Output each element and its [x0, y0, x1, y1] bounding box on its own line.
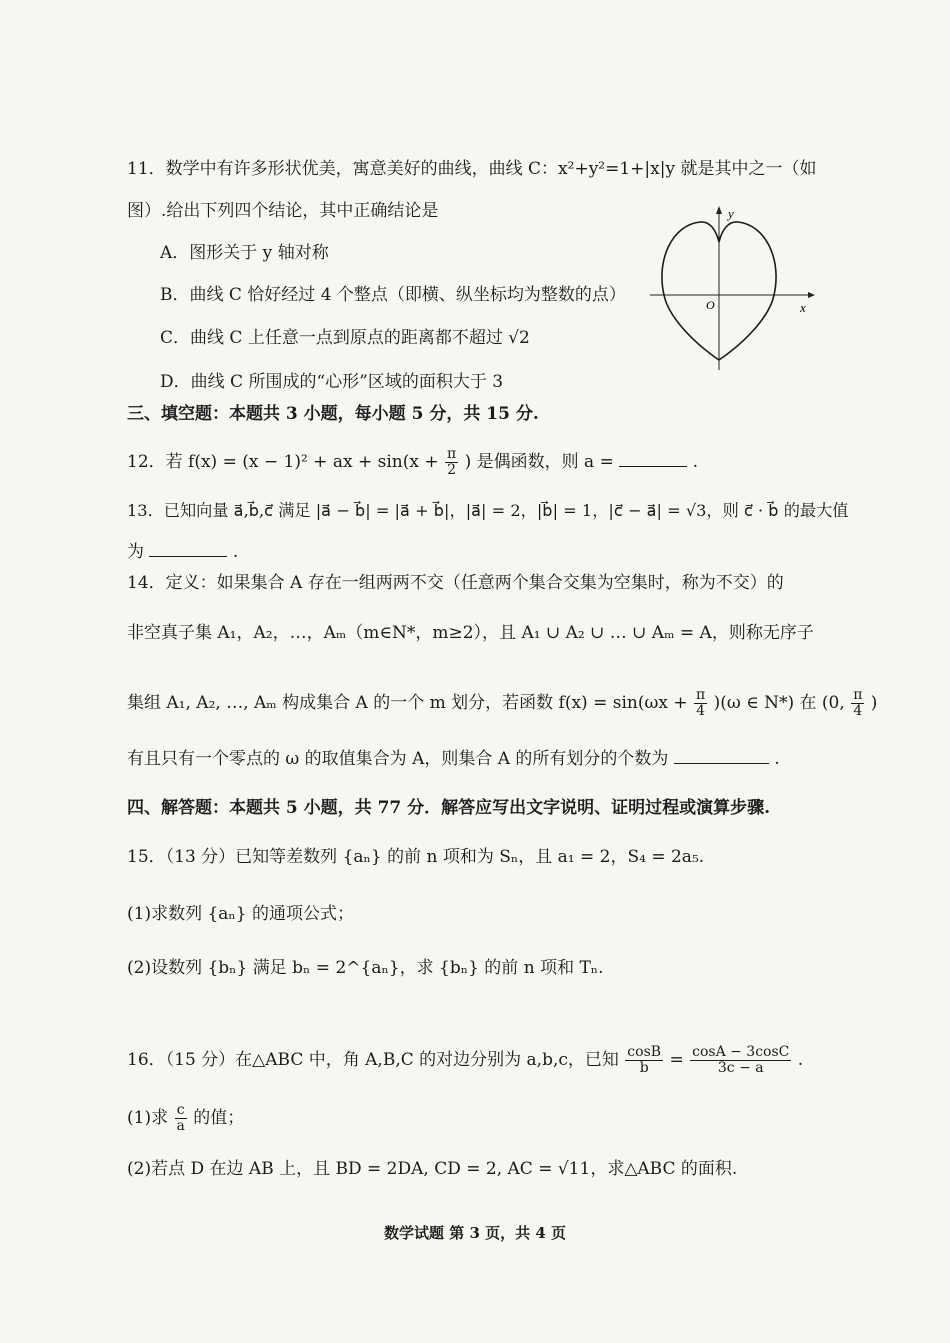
q12-frac-den: 2 [447, 462, 457, 478]
q11-option-a: A．图形关于 y 轴对称 [160, 243, 329, 263]
q12-pre: 12．若 f(x) = (x − 1)² + ax + sin(x + [127, 452, 439, 472]
q13-line2 [127, 541, 238, 563]
q16-f2-num: cosA − 3cosC [692, 1044, 790, 1060]
y-axis-arrow [716, 206, 722, 214]
q13-line1: 13．已知向量 a⃗,b⃗,c⃗ 满足 |a⃗ − b⃗| = |a⃗ + b⃗|，|a⃗| = 2，|b⃗| = 1，|c⃗ − a⃗| = √3，则 c⃗ · b⃗ 的最大值 [127, 501, 849, 520]
q16-part-1 [127, 1103, 244, 1134]
q16-p1-den: a [176, 1118, 185, 1134]
q14-line4 [127, 748, 780, 770]
x-axis-arrow [808, 292, 815, 298]
q14-fraction-2 [851, 688, 864, 719]
q14-answer-blank[interactable] [674, 748, 769, 764]
q15-stem: 15．（13 分）已知等差数列 {aₙ} 的前 n 项和为 Sₙ，且 a₁ = 2，S₄ = 2a₅. [127, 847, 705, 867]
q14-line3-end: ) [870, 693, 878, 713]
origin-label: O [706, 298, 715, 312]
q12-fraction [445, 447, 458, 478]
q13-line2-pre: 为 [127, 542, 144, 562]
q16-f2-den: 3c − a [717, 1060, 764, 1076]
q16-fraction-right [690, 1045, 791, 1076]
q16-f1-num: cosB [627, 1044, 662, 1060]
q14-frac1-den: 4 [696, 703, 706, 719]
q11-option-c: C．曲线 C 上任意一点到原点的距离都不超过 √2 [160, 328, 530, 348]
q16-f1-den: b [639, 1060, 649, 1076]
q12-end: . [692, 452, 699, 472]
q11-option-d: D．曲线 C 所围成的“心形”区域的面积大于 3 [160, 372, 504, 392]
q14-frac2-num: π [853, 687, 863, 703]
q16-stem-end: . [797, 1050, 804, 1070]
q16-p1-post: 的值； [193, 1108, 245, 1128]
q13-line2-end: . [232, 542, 239, 562]
q16-stem-pre: 16．（15 分）在△ABC 中，角 A,B,C 的对边分别为 a,b,c，已知 [127, 1050, 619, 1070]
section-3-heading: 三、填空题：本题共 3 小题，每小题 5 分，共 15 分. [127, 404, 539, 424]
q16-fraction-left [625, 1045, 663, 1076]
q14-line3 [127, 688, 877, 719]
q15-part-1: (1)求数列 {aₙ} 的通项公式； [127, 904, 355, 924]
q14-line3-mid: )(ω ∈ N*) 在 (0, [713, 693, 845, 713]
q14-frac1-num: π [695, 687, 706, 703]
q14-fraction-1 [694, 688, 707, 719]
q11-stem-line1: 11．数学中有许多形状优美，寓意美好的曲线，曲线 C：x²+y²=1+|x|y 就是其中之一（如 [127, 159, 817, 179]
y-axis-label: y [728, 206, 734, 221]
x-axis-label: x [800, 300, 806, 315]
q11-option-b: B．曲线 C 恰好经过 4 个整点（即横、纵坐标均为整数的点） [160, 285, 626, 305]
q12-post: ) 是偶函数，则 a = [464, 452, 614, 472]
q11-stem-line2: 图）.给出下列四个结论，其中正确结论是 [127, 201, 439, 221]
q16-p1-fraction [175, 1103, 187, 1134]
q16-p1-pre: (1)求 [127, 1108, 169, 1128]
heart-curve-figure [650, 200, 820, 375]
q14-line3-pre: 集组 A₁, A₂, …, Aₘ 构成集合 A 的一个 m 划分，若函数 f(x) = sin(ωx + [127, 693, 688, 713]
q14-line4-pre: 有且只有一个零点的 ω 的取值集合为 A，则集合 A 的所有划分的个数为 [127, 749, 669, 769]
q16-p1-num: c [175, 1103, 187, 1119]
q15-part-2: (2)设数列 {bₙ} 满足 bₙ = 2^{aₙ}，求 {bₙ} 的前 n 项和 Tₙ. [127, 958, 604, 978]
q12 [127, 447, 698, 478]
q13-answer-blank[interactable] [149, 541, 227, 557]
q16-equals: = [669, 1050, 684, 1070]
q14-line4-end: . [774, 749, 780, 769]
page-footer: 数学试题 第 3 页，共 4 页 [384, 1224, 566, 1242]
section-4-heading: 四、解答题：本题共 5 小题，共 77 分．解答应写出文字说明、证明过程或演算步骤. [127, 798, 771, 818]
q14-line2: 非空真子集 A₁，A₂，…，Aₘ（m∈N*，m≥2），且 A₁ ∪ A₂ ∪ … ∪ Aₘ = A，则称无序子 [127, 623, 814, 643]
q16-stem [127, 1045, 803, 1076]
q16-part-2: (2)若点 D 在边 AB 上，且 BD = 2DA, CD = 2, AC = √11，求△ABC 的面积. [127, 1159, 738, 1179]
q12-frac-num: π [446, 446, 457, 462]
q14-frac2-den: 4 [853, 703, 863, 719]
q14-line1: 14．定义：如果集合 A 存在一组两两不交（任意两个集合交集为空集时，称为不交）的 [127, 573, 784, 593]
q12-answer-blank[interactable] [619, 451, 687, 467]
